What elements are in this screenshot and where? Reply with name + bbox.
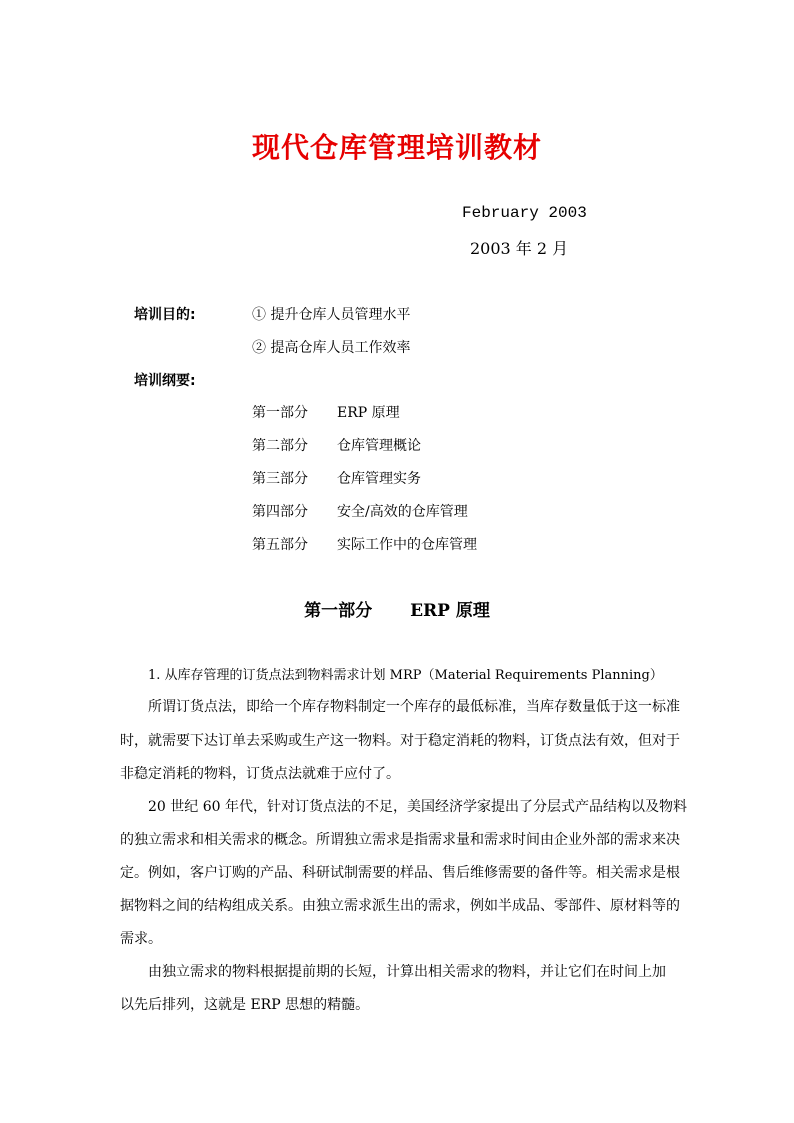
paragraph-line: 需求。 <box>120 931 162 947</box>
paragraph-line: 20 世纪 60 年代，针对订货点法的不足，美国经济学家提出了分层式产品结构以及物料 <box>148 799 687 815</box>
subsection-heading: 1. 从库存管理的订货点法到物料需求计划 MRP（Material Requirements Planning） <box>148 668 663 683</box>
date-english: February 2003 <box>462 204 587 222</box>
paragraph-line: 所谓订货点法，即给一个库存物料制定一个库存的最低标准，当库存数量低于这一标准 <box>148 699 680 715</box>
document-title: 现代仓库管理培训教材 <box>251 131 542 164</box>
section-heading <box>0 596 794 621</box>
outline-name: 仓库管理实务 <box>337 471 421 487</box>
outline-part: 第二部分 <box>252 438 308 454</box>
section-part: 第一部分 <box>304 601 373 621</box>
outline-part: 第一部分 <box>252 405 308 421</box>
outline-part: 第三部分 <box>252 471 308 487</box>
paragraph-line: 由独立需求的物料根据提前期的长短，计算出相关需求的物料，并让它们在时间上加 <box>148 964 666 980</box>
objective-item: ② 提高仓库人员工作效率 <box>252 340 411 356</box>
outline-part: 第五部分 <box>252 537 308 553</box>
paragraph-line: 时，就需要下达订单去采购或生产这一物料。对于稳定消耗的物料，订货点法有效，但对于 <box>120 733 680 749</box>
outline-part: 第四部分 <box>252 504 308 520</box>
section-name: ERP 原理 <box>410 601 490 621</box>
objective-item: ① 提升仓库人员管理水平 <box>252 307 411 323</box>
outline-name: 安全/高效的仓库管理 <box>337 504 468 520</box>
paragraph-line: 以先后排列，这就是 ERP 思想的精髓。 <box>120 997 370 1013</box>
outline-name: 实际工作中的仓库管理 <box>337 537 477 553</box>
outline-label: 培训纲要: <box>134 373 196 389</box>
outline-name: 仓库管理概论 <box>337 438 421 454</box>
date-chinese: 2003 年 2 月 <box>470 239 569 258</box>
paragraph-line: 的独立需求和相关需求的概念。所谓独立需求是指需求量和需求时间由企业外部的需求来决 <box>120 832 680 848</box>
paragraph-line: 非稳定消耗的物料，订货点法就难于应付了。 <box>120 766 400 782</box>
paragraph-line: 据物料之间的结构组成关系。由独立需求派生出的需求，例如半成品、零部件、原材料等的 <box>120 898 680 914</box>
outline-name: ERP 原理 <box>337 405 400 421</box>
paragraph-line: 定。例如，客户订购的产品、科研试制需要的样品、售后维修需要的备件等。相关需求是根 <box>120 865 680 881</box>
objectives-label: 培训目的: <box>134 307 196 323</box>
